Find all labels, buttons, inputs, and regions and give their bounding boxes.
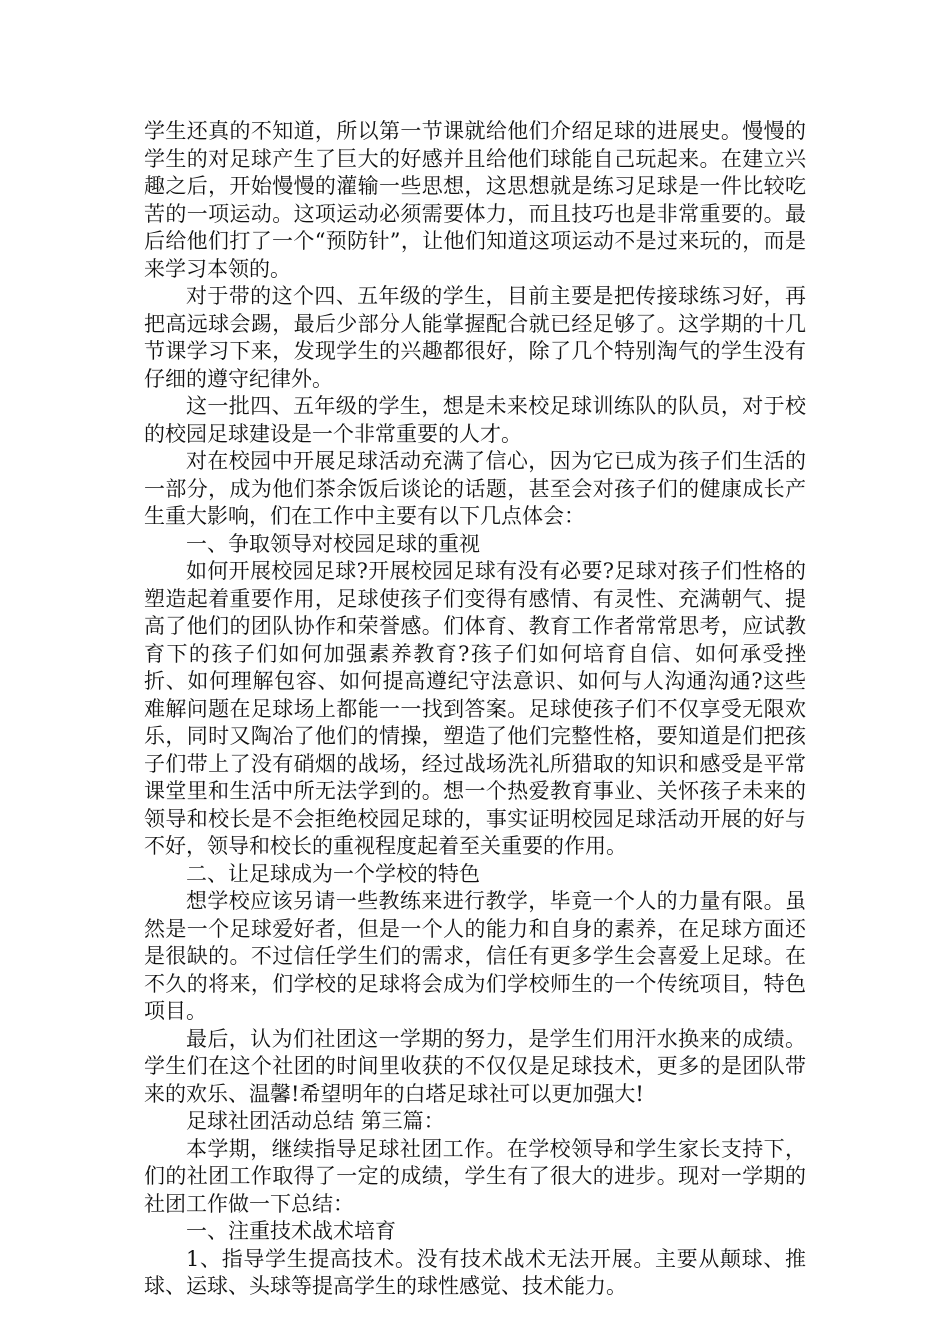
paragraph: 想学校应该另请一些教练来进行教学，毕竟一个人的力量有限。虽然是一个足球爱好者，但是一个人的能力和自身的素养，在足球方面还是很缺的。不过信任学生们的需求，信任有更多学生会喜爱上足球。在不久的将来，们学校的足球将会成为们学校师生的一个传统项目，特色项目。 [144, 889, 806, 1023]
paragraph: 1、指导学生提高技术。没有技术战术无法开展。主要从颠球、推球、运球、头球等提高学生的球性感觉、技术能力。 [144, 1246, 806, 1298]
paragraph: 本学期，继续指导足球社团工作。在学校领导和学生家长支持下，们的社团工作取得了一定的成绩，学生有了很大的进步。现对一学期的社团工作做一下总结： [144, 1136, 806, 1216]
paragraph-continuation: 学生还真的不知道，所以第一节课就给他们介绍足球的进展史。慢慢的学生的对足球产生了巨大的好感并且给他们球能自己玩起来。在建立兴趣之后，开始慢慢的灌输一些思想，这思想就是练习足球是一件比较吃苦的一项运动。这项运动必须需要体力，而且技巧也是非常重要的。最后给他们打了一个“预防针”，让他们知道这项运动不是过来玩的，而是来学习本领的。 [144, 119, 806, 281]
section-heading: 一、注重技术战术培育 [186, 1219, 396, 1243]
paragraph: 对在校园中开展足球活动充满了信心，因为它已成为孩子们生活的一部分，成为他们茶余饭后谈论的话题，甚至会对孩子们的健康成长产生重大影响，们在工作中主要有以下几点体会： [144, 449, 806, 528]
section-heading: 一、争取领导对校园足球的重视 [186, 531, 480, 556]
section-heading: 二、让足球成为一个学校的特色 [186, 861, 480, 886]
paragraph: 对于带的这个四、五年级的学生，目前主要是把传接球练习好，再把高远球会踢，最后少部分人能掌握配合就已经足够了。这学期的十几节课学习下来，发现学生的兴趣都很好，除了几个特别淘气的学生没有仔细的遵守纪律外。 [144, 284, 806, 391]
article-title: 足球社团活动总结 第三篇： [186, 1109, 445, 1133]
paragraph: 最后，认为们社团这一学期的努力，是学生们用汗水换来的成绩。学生们在这个社团的时间里收获的不仅仅是足球技术，更多的是团队带来的欢乐、温馨!希望明年的白塔足球社可以更加强大! [144, 1026, 806, 1106]
paragraph: 如何开展校园足球?开展校园足球有没有必要?足球对孩子们性格的塑造起着重要作用，足球使孩子们变得有感情、有灵性、充满朝气、提高了他们的团队协作和荣誉感。们体育、教育工作者常常思考，应试教育下的孩子们如何加强素养教育?孩子们如何培育自信、如何承受挫折、如何理解包容、如何提高遵纪守法意识、如何与人沟通沟通?这些难解问题在足球场上都能一一找到答案。足球使孩子们不仅享受无限欢乐，同时又陶冶了他们的情操，塑造了他们完整性格，要知道是们把孩子们带上了没有硝烟的战场，经过战场洗礼所猎取的知识和感受是平常课堂里和生活中所无法学到的。想一个热爱教育事业、关怀孩子未来的领导和校长是不会拒绝校园足球的，事实证明校园足球活动开展的好与不好，领导和校长的重视程度起着至关重要的作用。 [144, 559, 806, 858]
document-body [144, 118, 806, 1301]
paragraph: 这一批四、五年级的学生，想是未来校足球训练队的队员，对于校的校园足球建设是一个非常重要的人才。 [144, 394, 806, 446]
